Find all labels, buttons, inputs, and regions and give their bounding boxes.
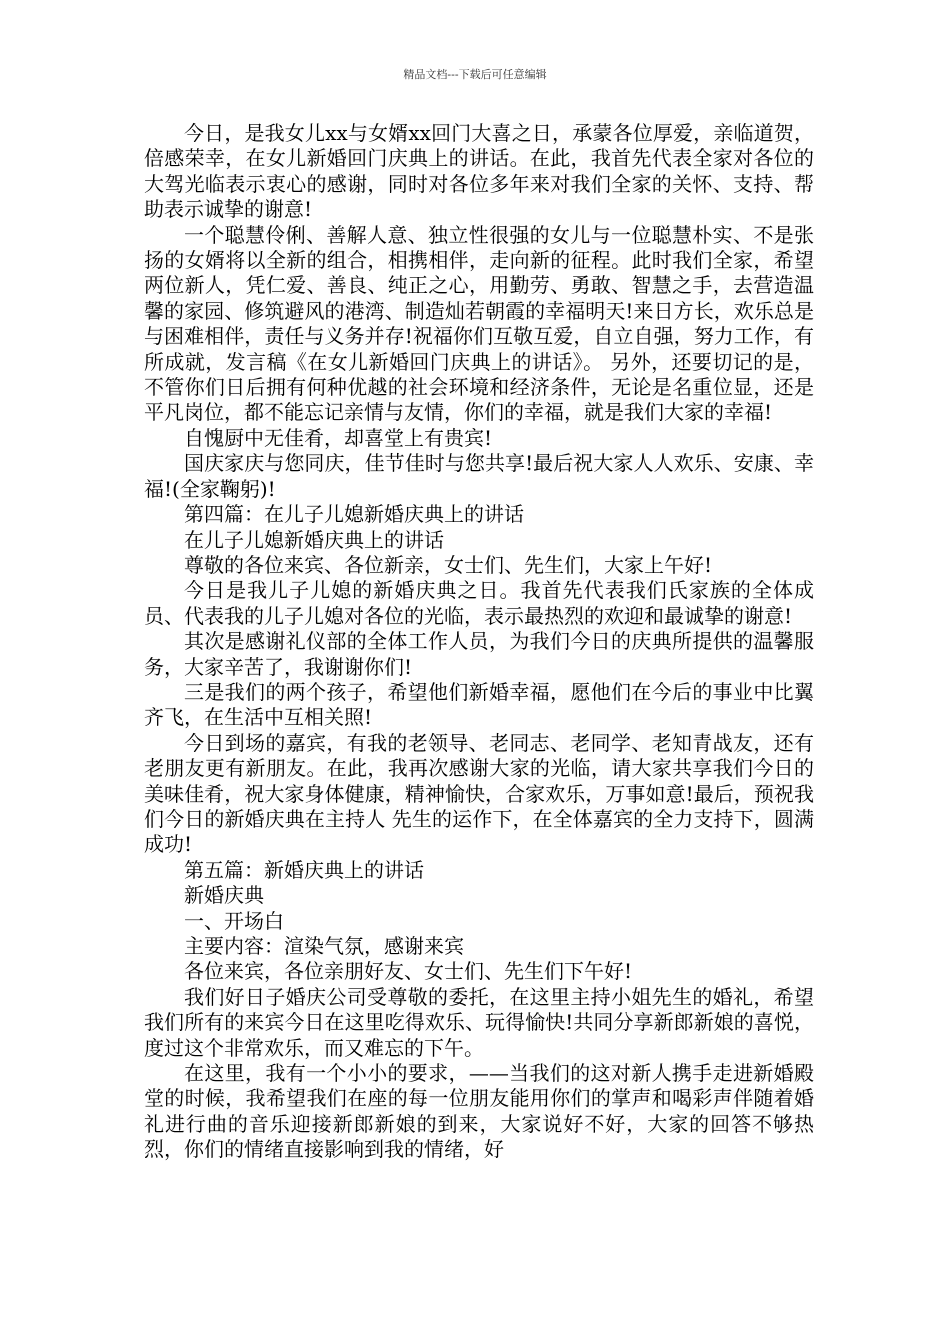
paragraph: 今日到场的嘉宾，有我的老领导、老同志、老同学、老知青战友，还有老朋友更有新朋友。在此，我再次感谢大家的光临，请大家共享我们今日的美味佳肴，祝大家身体健康，精神愉快，合家欢乐，万事如意!最后，预祝我们今日的新婚庆典在主持人 先生的运作下，在全体嘉宾的全力支持下，圆满成功!	[144, 730, 814, 857]
paragraph: 我们好日子婚庆公司受尊敬的委托，在这里主持小姐先生的婚礼，希望我们所有的来宾今日在这里吃得欢乐、玩得愉快!共同分享新郎新娘的喜悦，度过这个非常欢乐，而又难忘的下午。	[144, 984, 814, 1060]
paragraph: 尊敬的各位来宾、各位新亲，女士们、先生们，大家上午好!	[184, 552, 713, 577]
paragraph: 一个聪慧伶俐、善解人意、独立性很强的女儿与一位聪慧朴实、不是张扬的女婿将以全新的组合，相携相伴，走向新的征程。此时我们全家，希望两位新人，凭仁爱、善良、纯正之心，用勤劳、勇敢、智慧之手，去营造温馨的家园、修筑避风的港湾、制造灿若朝霞的幸福明天!来日方长，欢乐总是与困难相伴，责任与义务并存!祝福你们互敬互爱，自立自强，努力工作，有所成就，发言稿《在女儿新婚回门庆典上的讲话》。 另外，还要切记的是，不管你们日后拥有何种优越的社会环境和经济条件，无论是名重位显，还是平凡岗位，都不能忘记亲情与友情，你们的幸福，就是我们大家的幸福!	[144, 222, 814, 425]
paragraph: 自愧厨中无佳肴，却喜堂上有贵宾!	[184, 425, 493, 450]
paragraph: 国庆家庆与您同庆，佳节佳时与您共享!最后祝大家人人欢乐、安康、幸福!(全家鞠躬)!	[144, 451, 814, 501]
paragraph: 在这里，我有一个小小的要求，——当我们的这对新人携手走进新婚殿堂的时候，我希望我们在座的每一位朋友能用你们的掌声和喝彩声伴随着婚礼进行曲的音乐迎接新郎新娘的到来，大家说好不好，大家的回答不够热烈，你们的情绪直接影响到我的情绪，好	[144, 1061, 814, 1162]
paragraph: 主要内容：渲染气氛，感谢来宾	[184, 934, 464, 958]
document-body	[144, 121, 814, 1163]
paragraph: 三是我们的两个孩子，希望他们新婚幸福，愿他们在今后的事业中比翼齐飞，在生活中互相关照!	[144, 679, 814, 730]
page-header: 精品文档---下载后可任意编辑	[403, 68, 547, 81]
paragraph: 今日是我儿子儿媳的新婚庆典之日。我首先代表我们氏家族的全体成员、代表我的儿子儿媳对各位的光临，表示最热烈的欢迎和最诚挚的谢意!	[144, 578, 814, 628]
section-heading: 第四篇：在儿子儿媳新婚庆典上的讲话	[184, 502, 524, 527]
paragraph: 各位来宾，各位亲朋好友、女士们、先生们下午好!	[184, 959, 633, 984]
section-heading: 第五篇：新婚庆典上的讲话	[184, 857, 424, 882]
paragraph: 今日，是我女儿xx与女婿xx回门大喜之日，承蒙各位厚爱，亲临道贺，倍感荣幸，在女儿新婚回门庆典上的讲话。在此，我首先代表全家对各位的大驾光临表示衷心的感谢，同时对各位多年来对我们全家的关怀、支持、帮助表示诚挚的谢意!	[144, 121, 814, 222]
subsection-heading: 一、开场白	[184, 908, 284, 933]
paragraph: 其次是感谢礼仪部的全体工作人员，为我们今日的庆典所提供的温馨服务，大家辛苦了，我谢谢你们!	[144, 629, 814, 679]
section-title: 在儿子儿媳新婚庆典上的讲话	[184, 527, 444, 552]
section-title: 新婚庆典	[184, 883, 264, 908]
